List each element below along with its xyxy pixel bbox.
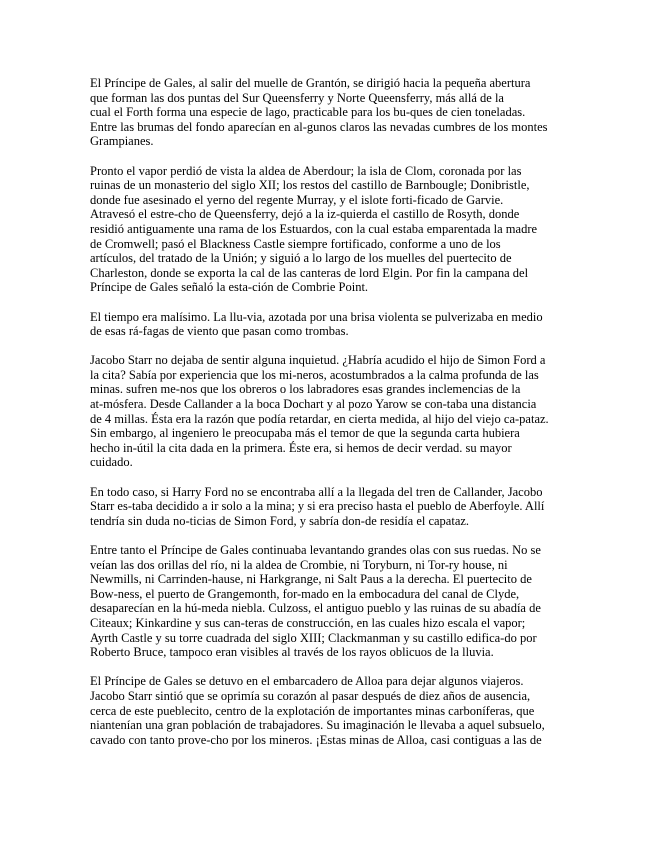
paragraph: El Príncipe de Gales se detuvo en el embarcadero de Alloa para dejar algunos viajeros. Jacobo Starr sintió que se oprimía su corazón al pasar después de diez años de ausencia, cerca de este pueblecito, centro de la explotación de importantes minas carboníferas, que niantenían una gran población de trabajadores. Su imaginación le llevaba a aquel subsuelo, cavado con tanto prove-cho por los mineros. ¡Estas minas de Alloa, casi contiguas a las de xyxy=(90,674,545,747)
text-column xyxy=(90,76,570,762)
paragraph: El Príncipe de Gales, al salir del muelle de Grantón, se dirigió hacia la pequeña abertura que forman las dos puntas del Sur Queensferry y Norte Queensferry, más allá de la cual el Forth forma una especie de lago, practicable para los bu-ques de cien toneladas. Entre las brumas del fondo aparecían en al-gunos claros las nevadas cumbres de los montes Grampianes. xyxy=(90,76,548,149)
paragraph: En todo caso, si Harry Ford no se encontraba allí a la llegada del tren de Callander, Jacobo Starr es-taba decidido a ir solo a la mina; y si era preciso hasta el pueblo de Aberfoyle. Allí tendría sin duda no-ticias de Simon Ford, y sabría don-de residía el capataz. xyxy=(90,484,545,528)
paragraph: Entre tanto el Príncipe de Gales continuaba levantando grandes olas con sus ruedas. No se veían las dos orillas del río, ni la aldea de Crombie, ni Toryburn, ni Tor-ry house, ni Newmills, ni Carrinden-hause, ni Harkgrange, ni Salt Paus a la derecha. El puertecito de Bow-ness, el puerto de Grangemonth, for-mado en la embocadura del canal de Clyde, desaparecían en la hú-meda niebla. Culzoss, el antiguo pueblo y las ruinas de su abadía de Citeaux; Kinkardine y sus can-teras de construcción, en las cuales hizo escala el vapor; Ayrth Castle y su torre cuadrada del siglo XIII; Clackmanman y su castillo edifica-do por Roberto Bruce, tampoco eran visibles al través de los rayos oblicuos de la lluvia. xyxy=(90,543,541,660)
paragraph: El tiempo era malísimo. La llu-via, azotada por una brisa violenta se pulverizaba en medio de esas rá-fagas de viento que pasan como trombas. xyxy=(90,309,543,339)
paragraph: Jacobo Starr no dejaba de sentir alguna inquietud. ¿Habría acudido el hijo de Simon Ford a la cita? Sabía por experiencia que los mi-neros, acostumbrados a la calma profunda de las minas. sufren me-nos que los obreros o los labradores esas grandes inclemencias de la at-mósfera. Desde Callander a la boca Dochart y al pozo Yarow se con-taba una distancia de 4 millas. Ésta era la razón que podía retardar, en cierta medida, al hijo del viejo ca-pataz. Sin embargo, al ingeniero le preocupaba más el temor de que la segunda carta hubiera hecho in-útil la cita dada en la primera. Éste era, si hemos de decir verdad. su mayor cuidado. xyxy=(90,353,549,470)
paragraph: Pronto el vapor perdió de vista la aldea de Aberdour; la isla de Clom, coronada por las ruinas de un monasterio del siglo XII; los restos del castillo de Barnbougle; Donibristle, donde fue asesinado el yerno del regente Murray, y el islote forti-ficado de Garvie. Atravesó el estre-cho de Queensferry, dejó a la iz-quierda el castillo de Rosyth, donde residió antiguamente una rama de los Estuardos, con la cual estaba emparentada la madre de Cromwell; pasó el Blackness Castle siempre fortificado, conforme a uno de los artículos, del tratado de la Unión; y siguió a lo largo de los muelles del puertecito de Charleston, donde se exporta la cal de las canteras de lord Elgin. Por fin la campana del Príncipe de Gales señaló la esta-ción de Combrie Point. xyxy=(90,163,538,295)
